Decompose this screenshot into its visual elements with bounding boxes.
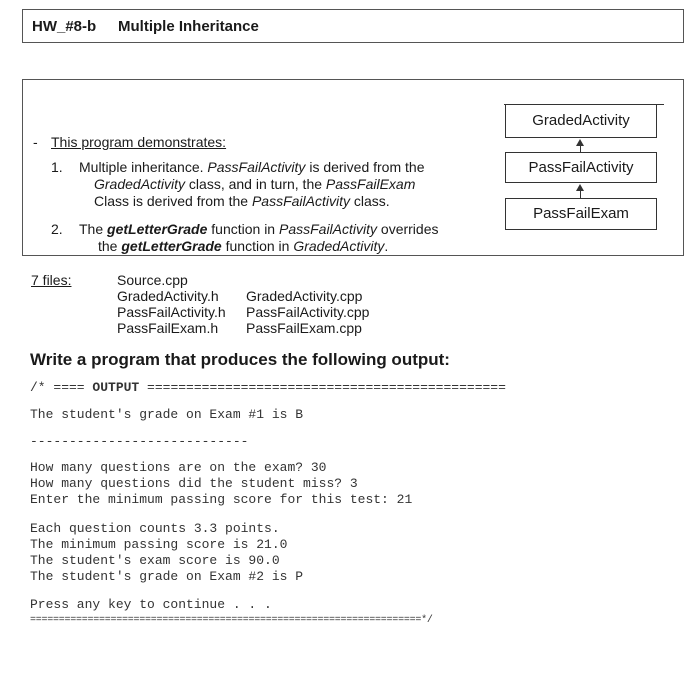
item-2-line-2: the getLetterGrade function in GradedActivity.: [98, 238, 389, 254]
bullet-dash: -: [33, 134, 38, 150]
output-line: Press any key to continue . . .: [30, 597, 272, 612]
item-1-line-1: Multiple inheritance. PassFailActivity is derived from the: [79, 159, 425, 175]
class-name: GradedActivity: [532, 112, 630, 129]
output-line: How many questions are on the exam? 30: [30, 460, 327, 475]
file-name: PassFailActivity.h: [117, 304, 226, 320]
class-name: PassFailExam: [533, 205, 629, 222]
class-name: PassFailActivity: [528, 159, 634, 176]
file-name: PassFailExam.h: [117, 320, 219, 336]
output-line: The student's exam score is 90.0: [30, 553, 280, 568]
hw-id: HW_#8-b: [32, 18, 97, 35]
item-2-number: 2.: [51, 221, 63, 237]
files-label: 7 files:: [31, 272, 72, 288]
output-line: Enter the minimum passing score for this test: 21: [30, 492, 413, 507]
class-box-graded-activity: [505, 104, 657, 138]
task-heading: Write a program that produces the following output:: [30, 350, 450, 369]
output-footer: ====================================================================*/: [30, 615, 433, 626]
title-box: [22, 9, 684, 43]
file-name: PassFailActivity.cpp: [246, 304, 370, 320]
item-1-line-3: Class is derived from the PassFailActivity class.: [94, 193, 390, 209]
file-name: Source.cpp: [117, 272, 188, 288]
file-name: PassFailExam.cpp: [246, 320, 362, 336]
class-box-pass-fail-exam: [505, 198, 657, 230]
output-line: The minimum passing score is 21.0: [30, 537, 288, 552]
item-1-number: 1.: [51, 159, 63, 175]
output-line: Each question counts 3.3 points.: [30, 521, 280, 536]
file-name: GradedActivity.h: [117, 288, 219, 304]
output-line: How many questions did the student miss? 3: [30, 476, 358, 491]
item-2-line-1: The getLetterGrade function in PassFailActivity overrides: [79, 221, 439, 237]
inheritance-arrow-line: [580, 190, 581, 198]
page-title: Multiple Inheritance: [118, 18, 259, 35]
class-box-pass-fail-activity: [505, 152, 657, 183]
intro-text: This program demonstrates:: [51, 134, 227, 150]
item-1-line-2: GradedActivity class, and in turn, the PassFailExam: [94, 176, 416, 192]
output-line: The student's grade on Exam #1 is B: [30, 407, 304, 422]
output-line: The student's grade on Exam #2 is P: [30, 569, 304, 584]
inheritance-arrow-head-icon: [576, 139, 584, 146]
output-header: /* ==== OUTPUT ==============================================: [30, 380, 506, 395]
output-separator: ----------------------------: [30, 434, 249, 449]
file-name: GradedActivity.cpp: [246, 288, 363, 304]
inheritance-arrow-head-icon: [576, 184, 584, 191]
